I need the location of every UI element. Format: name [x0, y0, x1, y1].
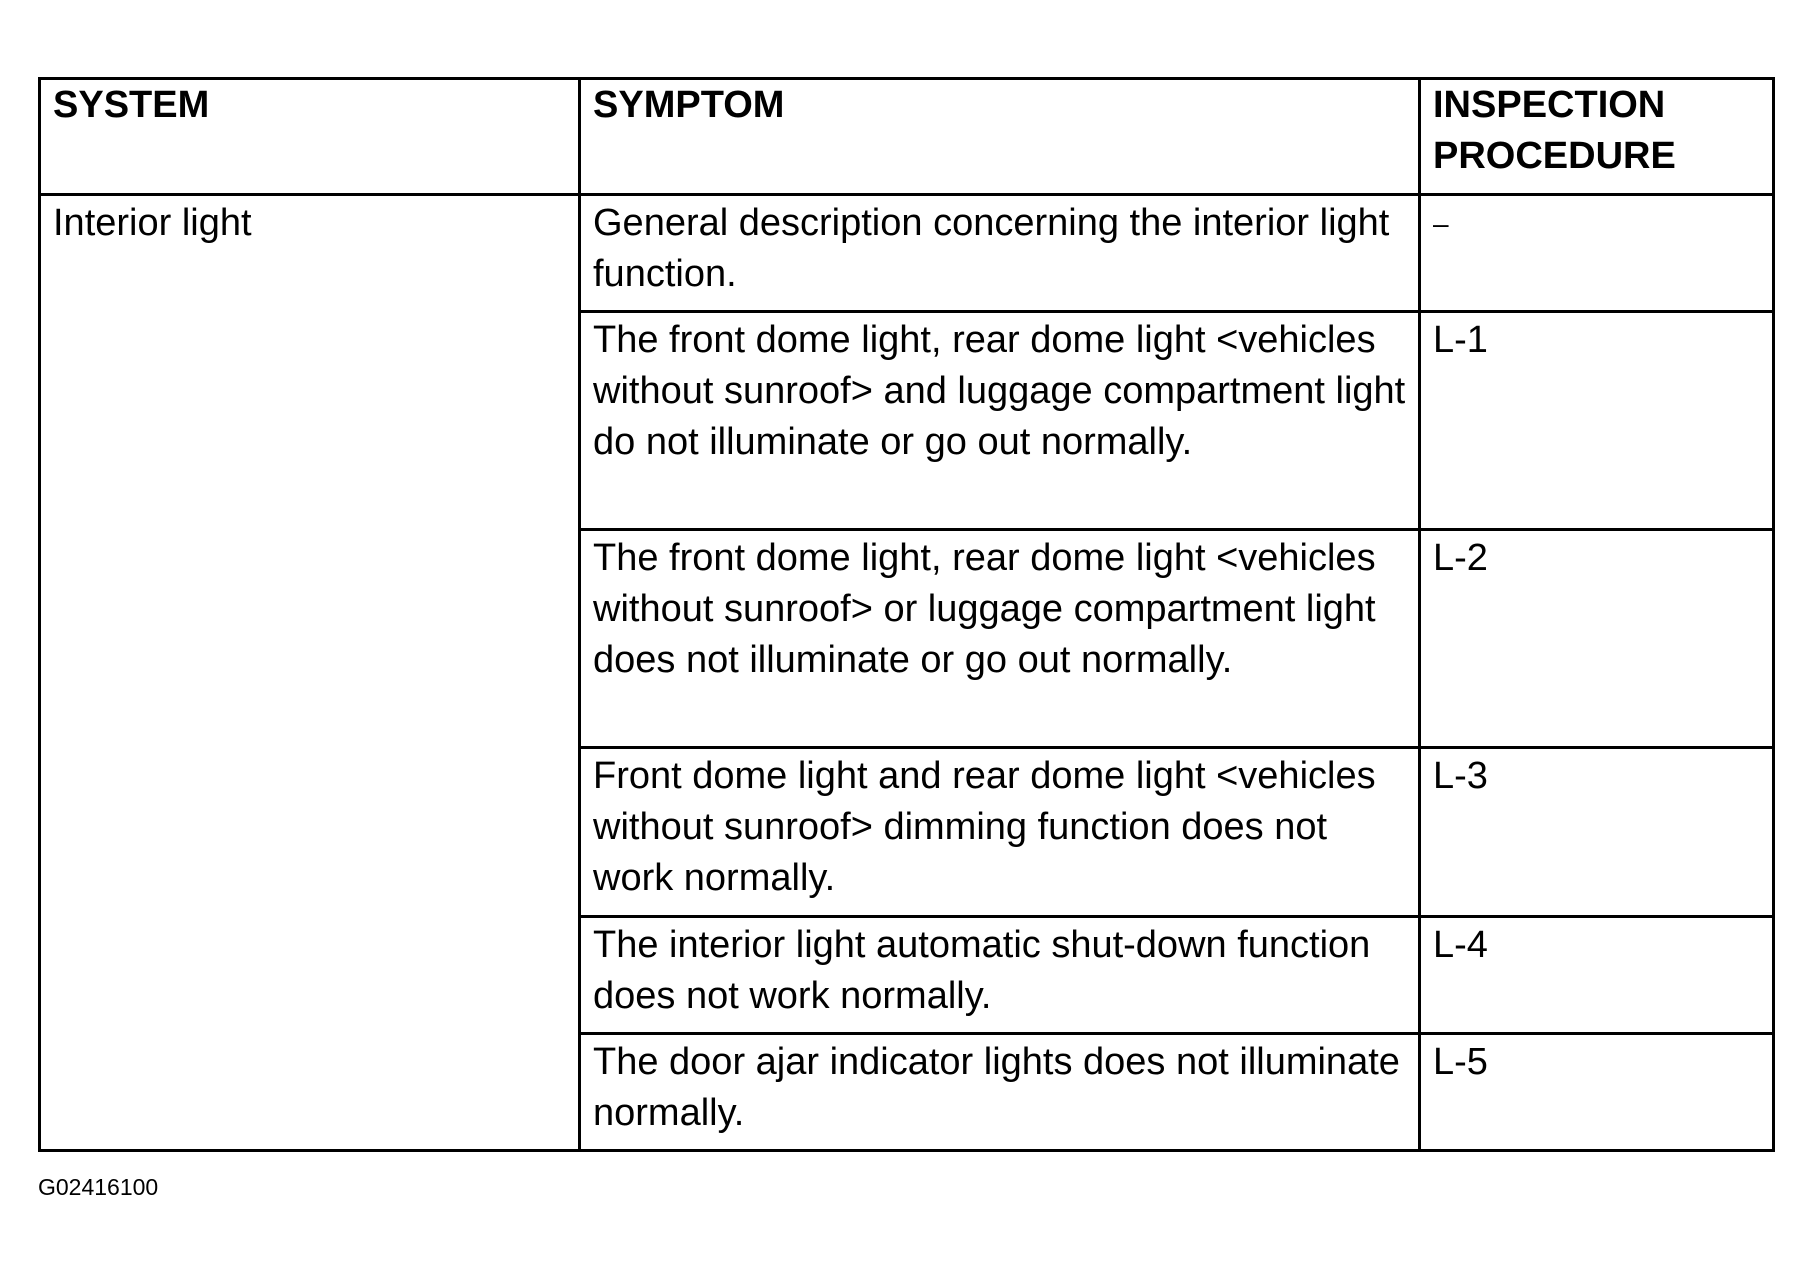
- table-row: [40, 195, 1774, 312]
- header-inspection-procedure: INSPECTION PROCEDURE: [1420, 79, 1774, 195]
- symptom-cell: The front dome light, rear dome light <vehicles without sunroof> or luggage compartment light does not illuminate or go out normally.: [580, 530, 1420, 748]
- trouble-symptom-table: [38, 77, 1775, 1152]
- procedure-cell: L-2: [1420, 530, 1774, 748]
- symptom-cell: The front dome light, rear dome light <vehicles without sunroof> and luggage compartment light do not illuminate or go out normally.: [580, 312, 1420, 530]
- table-header-row: [40, 79, 1774, 195]
- figure-code: G02416100: [38, 1174, 159, 1200]
- procedure-cell: –: [1420, 195, 1774, 312]
- symptom-cell: Front dome light and rear dome light <vehicles without sunroof> dimming function does not work normally.: [580, 748, 1420, 917]
- system-cell: Interior light: [40, 195, 580, 1151]
- symptom-cell: The door ajar indicator lights does not illuminate normally.: [580, 1034, 1420, 1151]
- procedure-cell: L-3: [1420, 748, 1774, 917]
- procedure-cell: L-1: [1420, 312, 1774, 530]
- header-system: SYSTEM: [40, 79, 580, 195]
- symptom-cell: General description concerning the interior light function.: [580, 195, 1420, 312]
- header-symptom: SYMPTOM: [580, 79, 1420, 195]
- procedure-cell: L-5: [1420, 1034, 1774, 1151]
- symptom-cell: The interior light automatic shut-down function does not work normally.: [580, 917, 1420, 1034]
- procedure-cell: L-4: [1420, 917, 1774, 1034]
